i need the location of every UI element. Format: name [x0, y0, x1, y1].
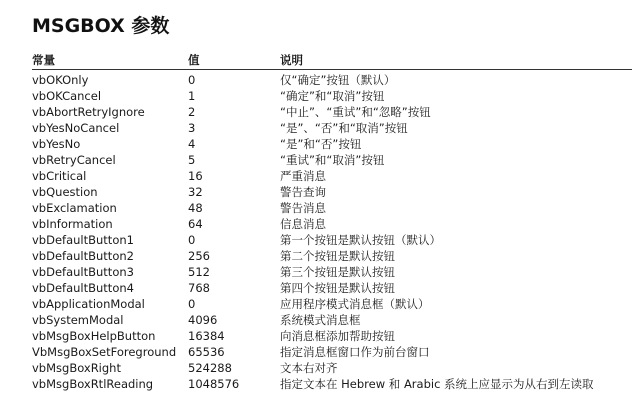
description-cell: 严重消息	[280, 169, 326, 183]
table-row	[32, 152, 632, 168]
description-cell: 警告查询	[280, 185, 326, 199]
description-cell: “是”、“否”和“取消”按钮	[280, 121, 408, 135]
description-cell: “重试”和“取消”按钮	[280, 153, 385, 167]
value-cell: 16	[188, 169, 203, 183]
params-table	[32, 52, 632, 392]
constant-cell: vbDefaultButton2	[32, 249, 134, 263]
table-row	[32, 136, 632, 152]
constant-cell: vbRetryCancel	[32, 153, 116, 167]
value-cell: 1048576	[188, 377, 240, 391]
constant-cell: vbYesNoCancel	[32, 121, 120, 135]
value-cell: 5	[188, 153, 196, 167]
header-description: 说明	[280, 53, 303, 67]
constant-cell: vbApplicationModal	[32, 297, 145, 311]
description-cell: 第三个按钮是默认按钮	[280, 265, 395, 279]
value-cell: 524288	[188, 361, 232, 375]
value-cell: 2	[188, 105, 196, 119]
value-cell: 4	[188, 137, 196, 151]
table-row	[32, 120, 632, 136]
table-row	[32, 232, 632, 248]
value-cell: 65536	[188, 345, 225, 359]
description-cell: 第二个按钮是默认按钮	[280, 249, 395, 263]
table-row	[32, 264, 632, 280]
description-cell: 警告消息	[280, 201, 326, 215]
constant-cell: vbInformation	[32, 217, 113, 231]
table-row	[32, 376, 632, 392]
table-row	[32, 344, 632, 360]
constant-cell: VbMsgBoxSetForeground	[32, 345, 177, 359]
constant-cell: vbCritical	[32, 169, 87, 183]
table-row	[32, 184, 632, 200]
constant-cell: vbExclamation	[32, 201, 117, 215]
description-cell: 第四个按钮是默认按钮	[280, 281, 395, 295]
value-cell: 512	[188, 265, 210, 279]
description-cell: “中止”、“重试”和“忽略”按钮	[280, 105, 431, 119]
table-row	[32, 312, 632, 328]
constant-cell: vbMsgBoxRtlReading	[32, 377, 154, 391]
description-cell: “是”和“否”按钮	[280, 137, 362, 151]
constant-cell: vbDefaultButton1	[32, 233, 134, 247]
header-value: 值	[188, 53, 200, 67]
constant-cell: vbOKOnly	[32, 73, 89, 87]
description-cell: 应用程序模式消息框（默认）	[280, 297, 430, 311]
description-cell: 指定文本在 Hebrew 和 Arabic 系统上应显示为从右到左读取	[280, 377, 594, 391]
value-cell: 48	[188, 201, 203, 215]
constant-cell: vbMsgBoxRight	[32, 361, 121, 375]
table-row	[32, 360, 632, 376]
table-row	[32, 248, 632, 264]
description-cell: 指定消息框窗口作为前台窗口	[280, 345, 430, 359]
constant-cell: vbDefaultButton4	[32, 281, 134, 295]
constant-cell: vbQuestion	[32, 185, 98, 199]
page-title: MSGBOX 参数	[32, 15, 170, 37]
description-cell: 向消息框添加帮助按钮	[280, 329, 395, 343]
table-row	[32, 216, 632, 232]
value-cell: 16384	[188, 329, 225, 343]
table-row	[32, 280, 632, 296]
constant-cell: vbAbortRetryIgnore	[32, 105, 145, 119]
value-cell: 0	[188, 233, 196, 247]
table-row	[32, 168, 632, 184]
header-divider	[32, 69, 632, 70]
table-row	[32, 104, 632, 120]
description-cell: 仅“确定”按钮（默认）	[280, 73, 396, 87]
table-row	[32, 328, 632, 344]
description-cell: “确定”和“取消”按钮	[280, 89, 385, 103]
header-constant: 常量	[32, 53, 55, 67]
value-cell: 64	[188, 217, 203, 231]
constant-cell: vbYesNo	[32, 137, 81, 151]
table-row	[32, 200, 632, 216]
table-row	[32, 296, 632, 312]
value-cell: 1	[188, 89, 196, 103]
value-cell: 3	[188, 121, 196, 135]
table-body	[32, 72, 632, 392]
description-cell: 信息消息	[280, 217, 326, 231]
constant-cell: vbOKCancel	[32, 89, 102, 103]
description-cell: 第一个按钮是默认按钮（默认）	[280, 233, 441, 247]
constant-cell: vbMsgBoxHelpButton	[32, 329, 156, 343]
constant-cell: vbDefaultButton3	[32, 265, 134, 279]
description-cell: 系统模式消息框	[280, 313, 361, 327]
value-cell: 0	[188, 297, 196, 311]
table-row	[32, 88, 632, 104]
value-cell: 0	[188, 73, 196, 87]
table-header	[32, 52, 632, 68]
value-cell: 4096	[188, 313, 218, 327]
constant-cell: vbSystemModal	[32, 313, 124, 327]
value-cell: 256	[188, 249, 210, 263]
value-cell: 32	[188, 185, 203, 199]
description-cell: 文本右对齐	[280, 361, 338, 375]
table-row	[32, 72, 632, 88]
value-cell: 768	[188, 281, 210, 295]
